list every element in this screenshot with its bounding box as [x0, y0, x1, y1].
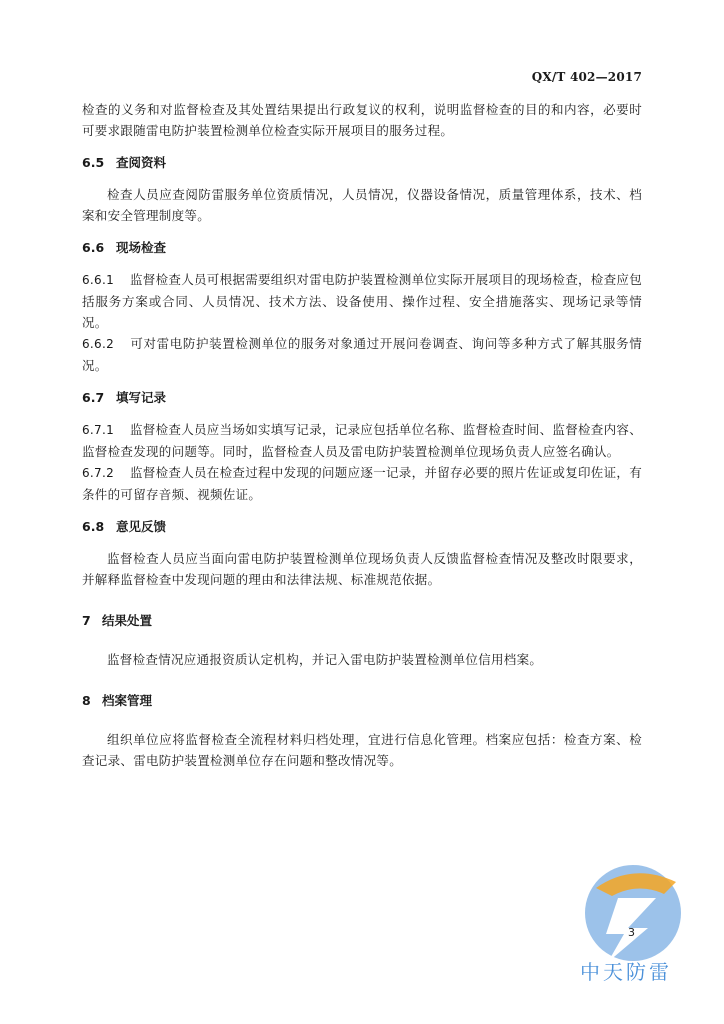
- section-number: 6.6: [82, 240, 105, 255]
- clause-number: 6.6.2: [82, 337, 115, 351]
- section-number: 6.8: [82, 519, 105, 534]
- section-title: 查阅资料: [116, 155, 167, 170]
- section-6-5-heading: [82, 152, 642, 173]
- clause-number: 6.7.2: [82, 466, 115, 480]
- clause-6-7-2: [82, 462, 642, 505]
- section-7-text: 监督检查情况应通报资质认定机构，并记入雷电防护装置检测单位信用档案。: [107, 652, 543, 667]
- standard-number: QX/T 402—2017: [531, 70, 642, 84]
- section-number: 8: [82, 693, 91, 708]
- clause-6-6-2: [82, 333, 642, 376]
- document-body: [82, 99, 642, 771]
- clause-text: 可对雷电防护装置检测单位的服务对象通过开展问卷调查、询问等多种方式了解其服务情况。: [82, 336, 642, 373]
- watermark-text: 中天防雷: [580, 960, 672, 984]
- section-number: 7: [82, 613, 91, 628]
- section-6-6-heading: [82, 237, 642, 258]
- clause-text: 监督检查人员应当场如实填写记录，记录应包括单位名称、监督检查时间、监督检查内容、监督检查发现的问题等。同时，监督检查人员及雷电防护装置检测单位现场负责人应签名确认。: [82, 422, 643, 459]
- section-6-8-text: 监督检查人员应当面向雷电防护装置检测单位现场负责人反馈监督检查情况及整改时限要求，并解释监督检查中发现问题的理由和法律法规、标准规范依据。: [82, 551, 642, 587]
- clause-text: 监督检查人员在检查过程中发现的问题应逐一记录，并留存必要的照片佐证或复印佐证，有条件的可留存音频、视频佐证。: [82, 465, 643, 502]
- intro-paragraph: 检查的义务和对监督检查及其处置结果提出行政复议的权利，说明监督检查的目的和内容，必要时可要求跟随雷电防护装置检测单位检查实际开展项目的服务过程。: [82, 102, 642, 138]
- clause-number: 6.7.1: [82, 423, 115, 437]
- section-8-heading: [82, 690, 642, 711]
- clause-text: 监督检查人员可根据需要组织对雷电防护装置检测单位实际开展项目的现场检查，检查应包括服务方案或合同、人员情况、技术方法、设备使用、操作过程、安全措施落实、现场记录等情况。: [82, 272, 643, 330]
- page-number: 3: [628, 926, 635, 939]
- section-title: 现场检查: [116, 240, 167, 255]
- section-7-heading: [82, 610, 642, 631]
- section-title: 填写记录: [116, 390, 167, 405]
- section-title: 结果处置: [102, 613, 153, 628]
- section-6-8-heading: [82, 516, 642, 537]
- section-number: 6.5: [82, 155, 105, 170]
- section-title: 档案管理: [102, 693, 153, 708]
- section-8-text: 组织单位应将监督检查全流程材料归档处理，宜进行信息化管理。档案应包括：检查方案、检查记录、雷电防护装置检测单位存在问题和整改情况等。: [82, 732, 642, 768]
- clause-6-6-1: [82, 269, 642, 333]
- section-6-5-text: 检查人员应查阅防雷服务单位资质情况，人员情况，仪器设备情况，质量管理体系，技术、档案和安全管理制度等。: [82, 187, 642, 223]
- clause-6-7-1: [82, 419, 642, 462]
- section-number: 6.7: [82, 390, 105, 405]
- section-title: 意见反馈: [116, 519, 167, 534]
- section-6-7-heading: [82, 387, 642, 408]
- clause-number: 6.6.1: [82, 273, 115, 287]
